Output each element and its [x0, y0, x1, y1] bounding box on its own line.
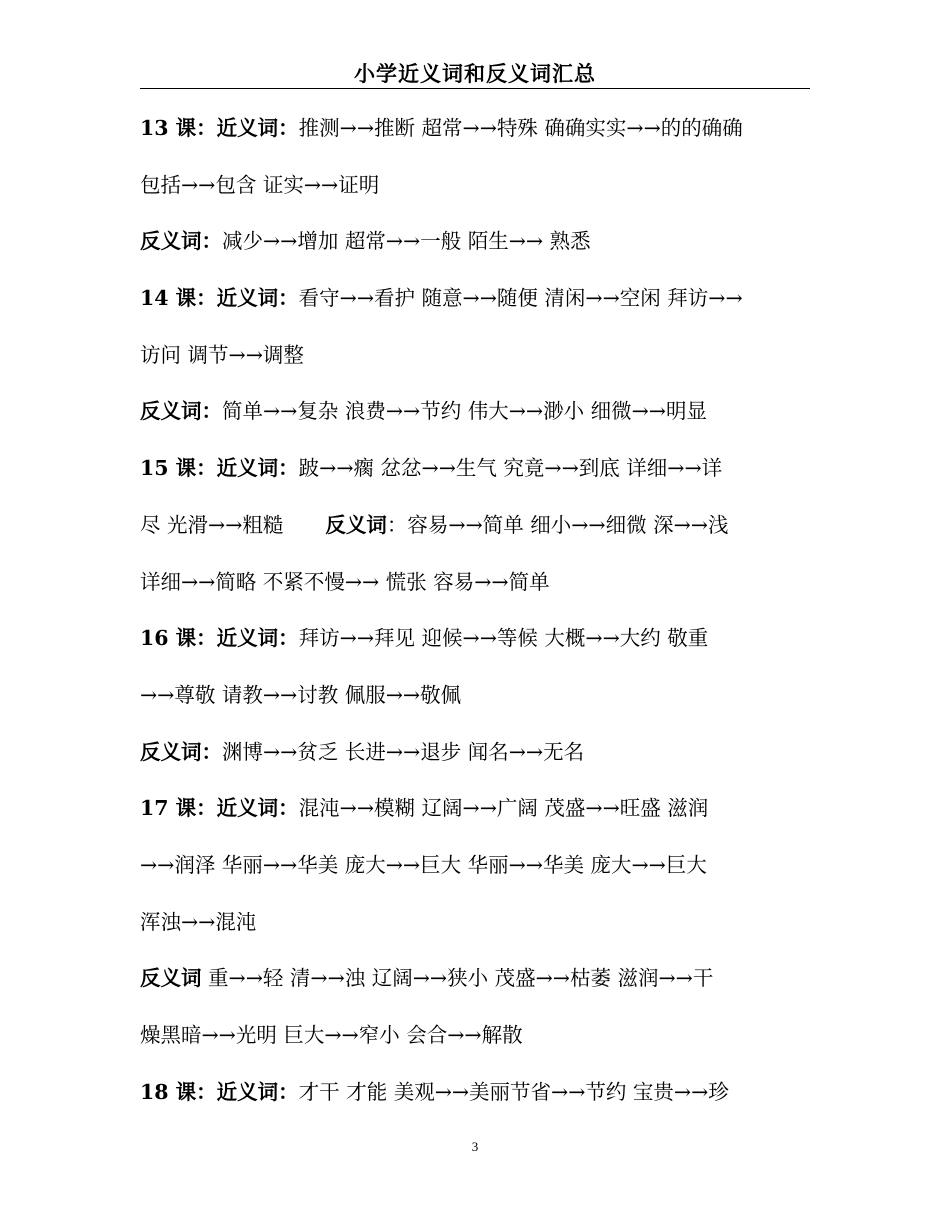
text-line [140, 497, 820, 554]
line-text: 跛→→瘸 忿忿→→生气 究竟→→到底 详细→→详 [298, 456, 723, 481]
text-line [140, 610, 820, 667]
text-line [140, 894, 820, 951]
line-text: 尽 光滑→→粗糙 [140, 512, 284, 537]
line-label: 反义词： [140, 229, 222, 254]
line-text: 简单→→复杂 浪费→→节约 伟大→→渺小 细微→→明显 [222, 399, 707, 424]
text-line [140, 157, 820, 214]
line-text: 减少→→增加 超常→→一般 陌生→→ 熟悉 [222, 229, 591, 254]
text-line [140, 780, 820, 837]
line-label: 反义词 [325, 512, 387, 537]
line-text: 混沌→→模糊 辽阔→→广阔 茂盛→→旺盛 滋润 [298, 796, 709, 821]
text-line [140, 327, 820, 384]
text-line [140, 724, 820, 781]
line-label: 17 课：近义词： [140, 796, 299, 821]
line-text: 包括→→包含 证实→→证明 [140, 172, 380, 197]
document-body [140, 100, 820, 1120]
text-line [140, 837, 820, 894]
text-line [140, 270, 820, 327]
page-number: 3 [471, 1139, 479, 1154]
line-text: 燥黑暗→→光明 巨大→→窄小 会合→→解散 [140, 1023, 523, 1047]
line-text: 重→→轻 清→→浊 辽阔→→狭小 茂盛→→枯萎 滋润→→干 [201, 966, 714, 991]
line-label: 14 课：近义词： [140, 286, 299, 311]
text-line [140, 950, 820, 1007]
line-label: 反义词 [140, 966, 202, 991]
line-label: 15 课：近义词： [140, 456, 299, 481]
text-line [140, 1064, 820, 1121]
line-text: 才干 才能 美观→→美丽节省→→节约 宝贵→→珍 [298, 1079, 729, 1104]
line-text: →→润泽 华丽→→华美 庞大→→巨大 华丽→→华美 庞大→→巨大 [140, 852, 707, 877]
line-label: 18 课：近义词： [140, 1079, 299, 1104]
line-label: 反义词： [140, 399, 222, 424]
line-text: 访问 调节→→调整 [140, 342, 304, 367]
line-text: 浑浊→→混沌 [140, 909, 257, 934]
line-label: 16 课：近义词： [140, 626, 299, 651]
text-line [140, 440, 820, 497]
text-line [140, 667, 820, 724]
line-text: →→尊敬 请教→→讨教 佩服→→敬佩 [140, 682, 462, 707]
line-text: ：容易→→简单 细小→→细微 深→→浅 [386, 512, 729, 537]
line-text: 拜访→→拜见 迎候→→等候 大概→→大约 敬重 [298, 626, 709, 651]
line-text: 推测→→推断 超常→→特殊 确确实实→→的的确确 [298, 116, 743, 140]
text-line [140, 554, 820, 611]
line-text: 渊博→→贫乏 长进→→退步 闻名→→无名 [222, 739, 585, 764]
line-text: 看守→→看护 随意→→随便 清闲→→空闲 拜访→→ [298, 286, 743, 311]
page-header [140, 52, 810, 89]
line-text: 详细→→简略 不紧不慢→→ 慌张 容易→→简单 [140, 569, 550, 594]
line-label: 13 课：近义词： [140, 116, 299, 140]
text-line [140, 383, 820, 440]
text-line [140, 100, 820, 157]
line-label: 反义词： [140, 739, 222, 764]
text-line [140, 1007, 820, 1064]
text-line [140, 213, 820, 270]
page-title: 小学近义词和反义词汇总 [354, 62, 596, 86]
